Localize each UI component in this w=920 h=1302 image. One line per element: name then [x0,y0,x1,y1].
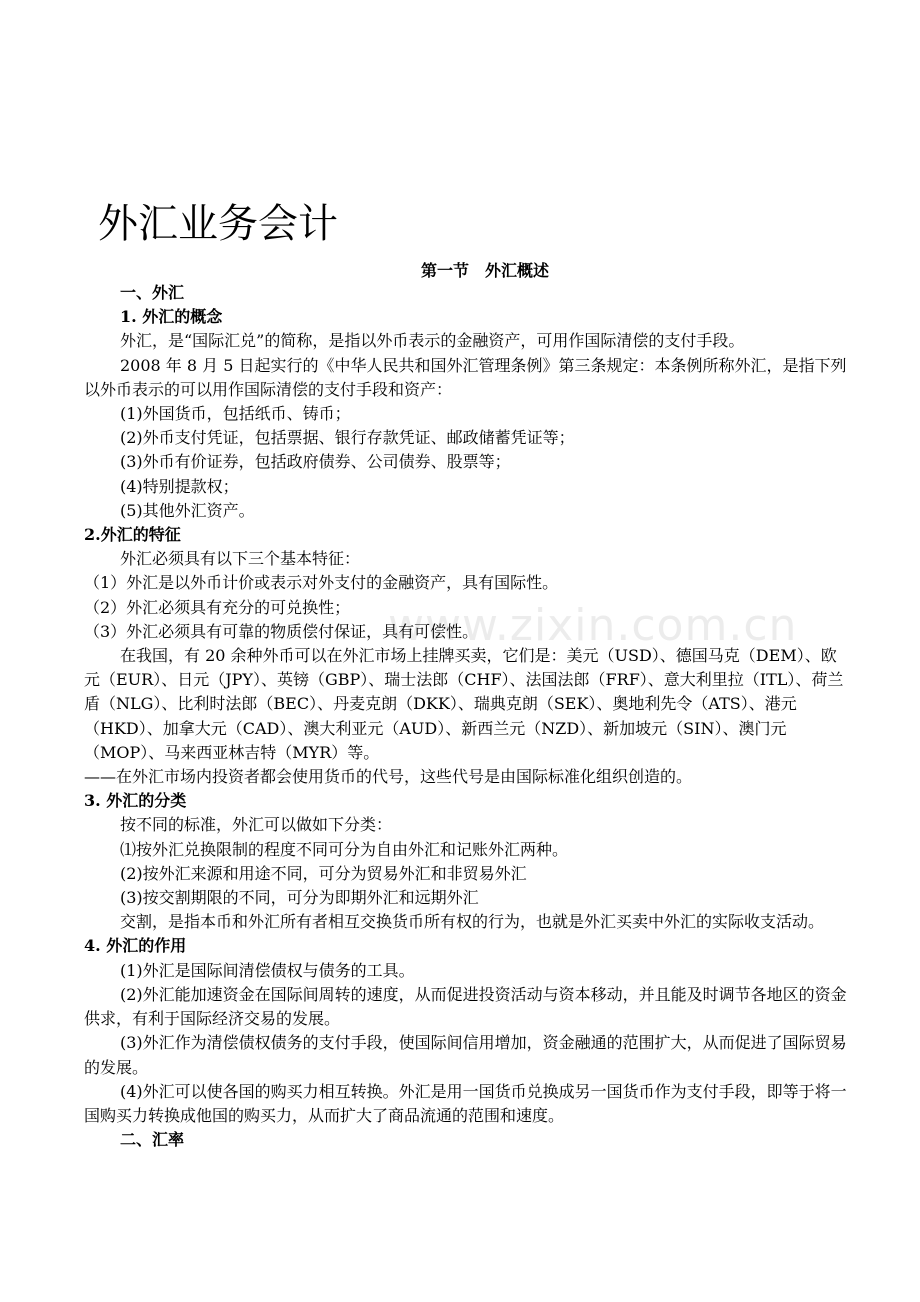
paragraph: 外汇，是“国际汇兑”的简称，是指以外币表示的金融资产，可用作国际清偿的支付手段。 [120,331,745,351]
paragraph: 2008 年 8 月 5 日起实行的《中华人民共和国外汇管理条例》第三条规定：本条例所称外汇，是指下列以外币表示的可以用作国际清偿的支付手段和资产： [84,355,847,399]
paragraph: ——在外汇市场内投资者都会使用货币的代号，这些代号是由国际标准化组织创造的。 [84,767,693,787]
document-title: 外汇业务会计 [98,201,338,247]
watermark: www.zixin.com.cn [388,600,798,651]
subheading-characteristics: 2.外汇的特征 [84,525,181,545]
paragraph-currencies: 在我国，有 20 余种外币可以在外汇市场上挂牌买卖，它们是：美元（USD）、德国马克（DEM）、欧元（EUR）、日元（JPY）、英镑（GBP）、瑞士法郎（CHF）、法国法郎（FRF）、意大利里拉（ITL）、荷兰盾（NLG）、比利时法郎（BEC）、丹麦克朗（DKK）、瑞典克朗（SEK）、奥地利先令（ATS）、港元（HKD）、加拿大元（CAD）、澳大利亚元（AUD）、新西兰元（NZD）、新加坡元（SIN）、澳门元（MOP）、马来西亚林吉特（MYR）等。 [84,646,844,762]
list-item: (2)外币支付凭证，包括票据、银行存款凭证、邮政储蓄凭证等； [120,428,575,448]
list-item: (4)外汇可以使各国的购买力相互转换。外汇是用一国货币兑换成另一国货币作为支付手段，即等于将一国购买力转换成他国的购买力，从而扩大了商品流通的范围和速度。 [84,1081,847,1125]
heading-foreign-exchange: 一、外汇 [120,283,185,302]
document-body [84,281,850,1152]
subheading-classification: 3. 外汇的分类 [84,791,187,811]
list-item: （3）外汇必须具有可靠的物质偿付保证，具有可偿性。 [84,621,479,641]
paragraph: 按不同的标准，外汇可以做如下分类： [120,815,393,835]
subheading-function: 4. 外汇的作用 [84,936,187,956]
paragraph: 交割，是指本币和外汇所有者相互交换货币所有权的行为，也就是外汇买卖中外汇的实际收支活动。 [120,912,825,932]
list-item: (2)外汇能加速资金在国际间周转的速度，从而促进投资活动与资本移动，并且能及时调节各地区的资金供求，有利于国际经济交易的发展。 [84,984,847,1029]
list-item: (1)外国货币，包括纸币、铸币； [120,404,351,424]
heading-exchange-rate: 二、汇率 [120,1130,185,1150]
list-item: （2）外汇必须具有充分的可兑换性； [84,597,351,617]
list-item: （1）外汇是以外币计价或表示对外支付的金融资产，具有国际性。 [84,573,559,593]
list-item: (1)外汇是国际间清偿债权与债务的工具。 [120,960,415,980]
list-item: ⑴按外汇兑换限制的程度不同可分为自由外汇和记账外汇两种。 [120,839,569,859]
list-item: (3)外币有价证券，包括政府债券、公司债券、股票等； [120,452,511,472]
paragraph: 外汇必须具有以下三个基本特征： [120,549,361,569]
section-heading: 第一节 外汇概述 [420,261,549,280]
subheading-concept: 1. 外汇的概念 [120,307,223,327]
list-item: (3)按交割期限的不同，可分为即期外汇和远期外汇 [120,888,479,908]
list-item: (5)其他外汇资产。 [120,500,255,520]
list-item: (4)特别提款权； [120,476,239,496]
list-item: (2)按外汇来源和用途不同，可分为贸易外汇和非贸易外汇 [120,863,527,883]
list-item: (3)外汇作为清偿债权债务的支付手段，使国际间信用增加，资金融通的范围扩大，从而促进了国际贸易的发展。 [84,1033,847,1077]
